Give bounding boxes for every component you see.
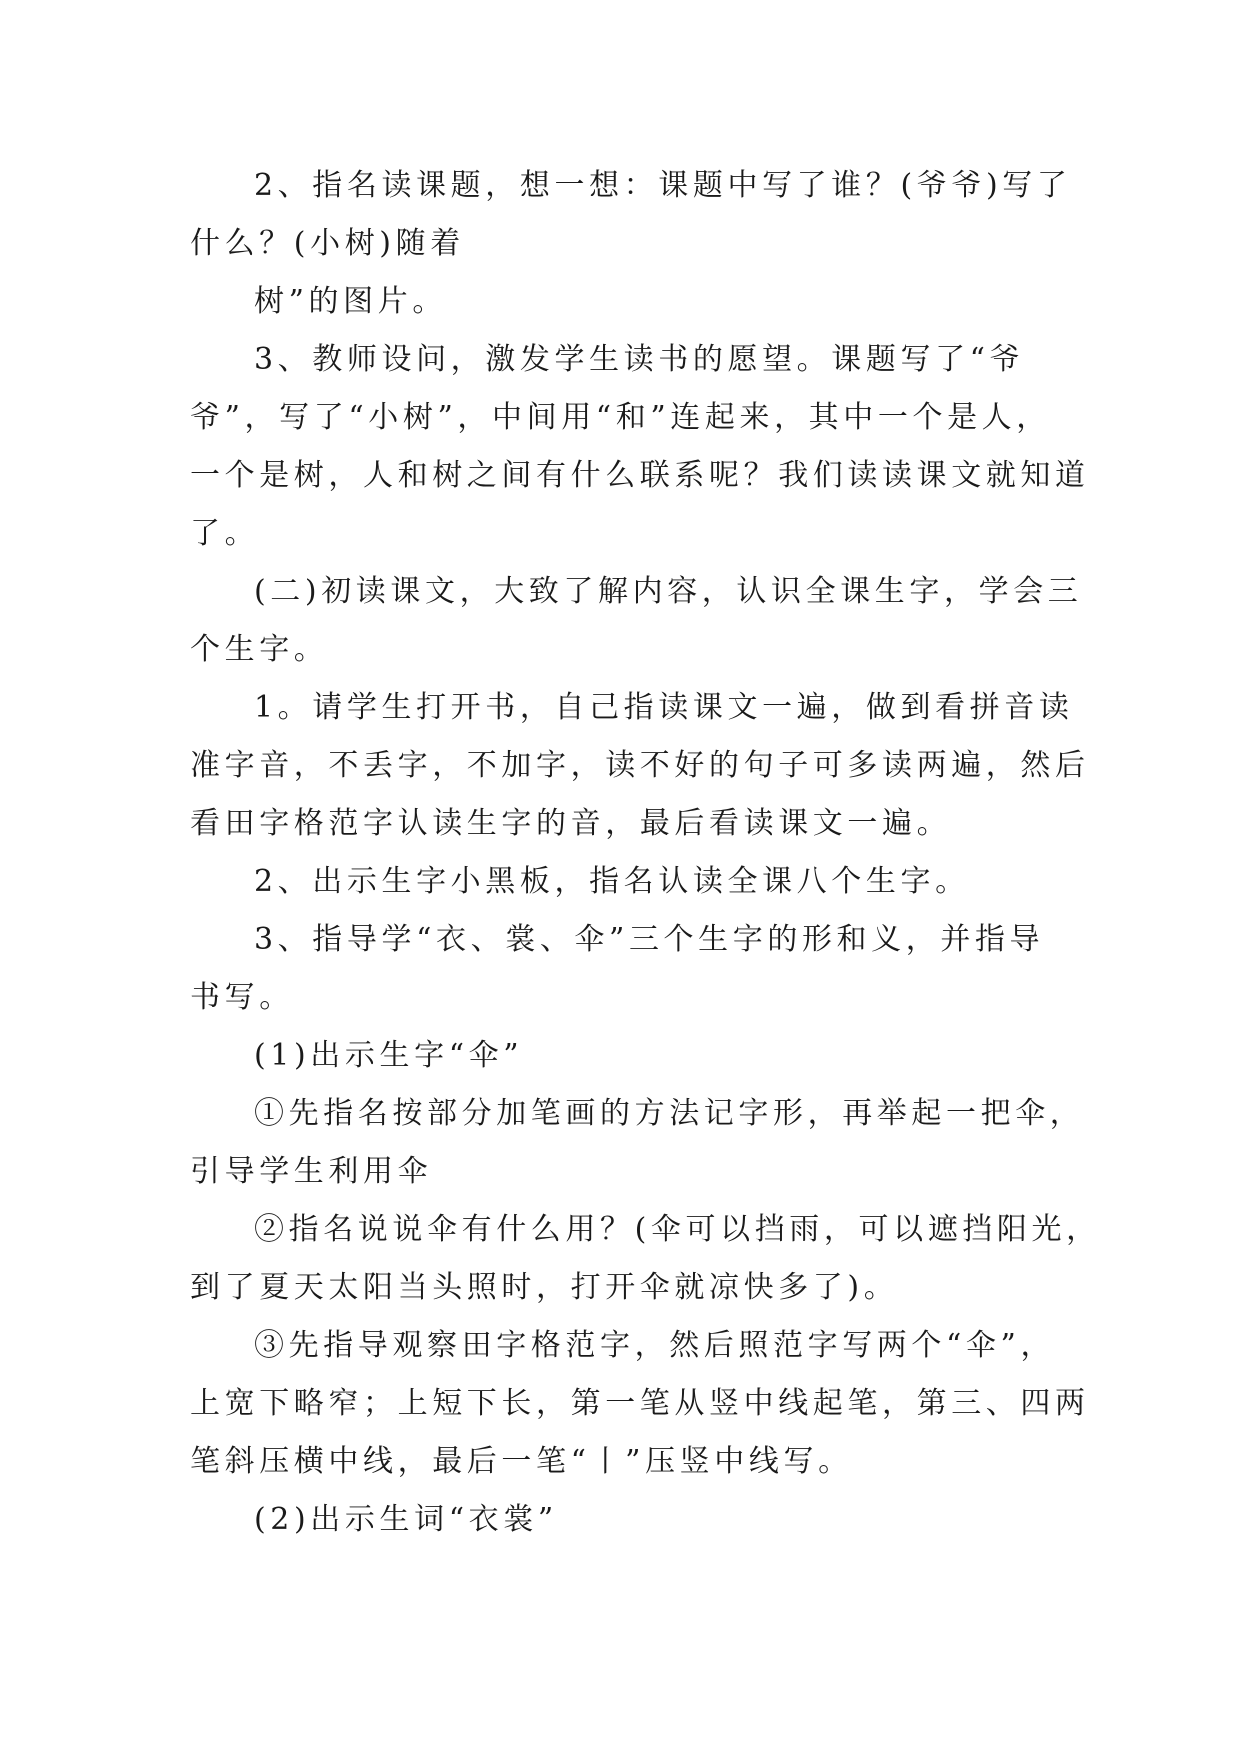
text-line: 到了夏天太阳当头照时，打开伞就凉快多了)。 — [190, 1270, 899, 1305]
text-line: 了。 — [190, 516, 260, 551]
text-line: 书写。 — [190, 980, 294, 1015]
text-line: 看田字格范字认读生字的音，最后看读课文一遍。 — [190, 806, 952, 841]
text-line: 1。请学生打开书，自己指读课文一遍，做到看拼音读 — [254, 690, 1074, 725]
text-line: 什么？(小树)随着 — [190, 226, 465, 261]
text-line: ②指名说说伞有什么用？(伞可以挡雨，可以遮挡阳光， — [254, 1212, 1101, 1247]
text-line: 树”的图片。 — [254, 284, 447, 319]
text-line: 2、指名读课题，想一想：课题中写了谁？(爷爷)写了 — [254, 168, 1072, 203]
text-line: 上宽下略窄；上短下长，第一笔从竖中线起笔，第三、四两 — [190, 1386, 1090, 1421]
text-line: (1)出示生字“伞” — [254, 1038, 524, 1073]
text-line: 个生字。 — [190, 632, 329, 667]
text-line: ③先指导观察田字格范字，然后照范字写两个“伞”， — [254, 1328, 1056, 1363]
text-line: 准字音，不丢字，不加字，读不好的句子可多读两遍，然后 — [190, 748, 1090, 783]
text-line: (2)出示生词“衣裳” — [254, 1502, 558, 1537]
text-line: 爷”，写了“小树”，中间用“和”连起来，其中一个是人， — [190, 400, 1051, 435]
text-line: (二)初读课文，大致了解内容，认识全课生字，学会三 — [254, 574, 1083, 609]
text-line: 引导学生利用伞 — [190, 1154, 433, 1189]
text-line: 3、指导学“衣、裳、伞”三个生字的形和义，并指导 — [254, 922, 1045, 957]
text-line: 2、出示生字小黑板，指名认读全课八个生字。 — [254, 864, 970, 899]
text-line: 一个是树，人和树之间有什么联系呢？我们读读课文就知道 — [190, 458, 1090, 493]
text-line: 3、教师设问，激发学生读书的愿望。课题写了“爷 — [254, 342, 1025, 377]
text-line: 笔斜压横中线，最后一笔“丨”压竖中线写。 — [190, 1444, 853, 1479]
text-line: ①先指名按部分加笔画的方法记字形，再举起一把伞， — [254, 1096, 1085, 1131]
